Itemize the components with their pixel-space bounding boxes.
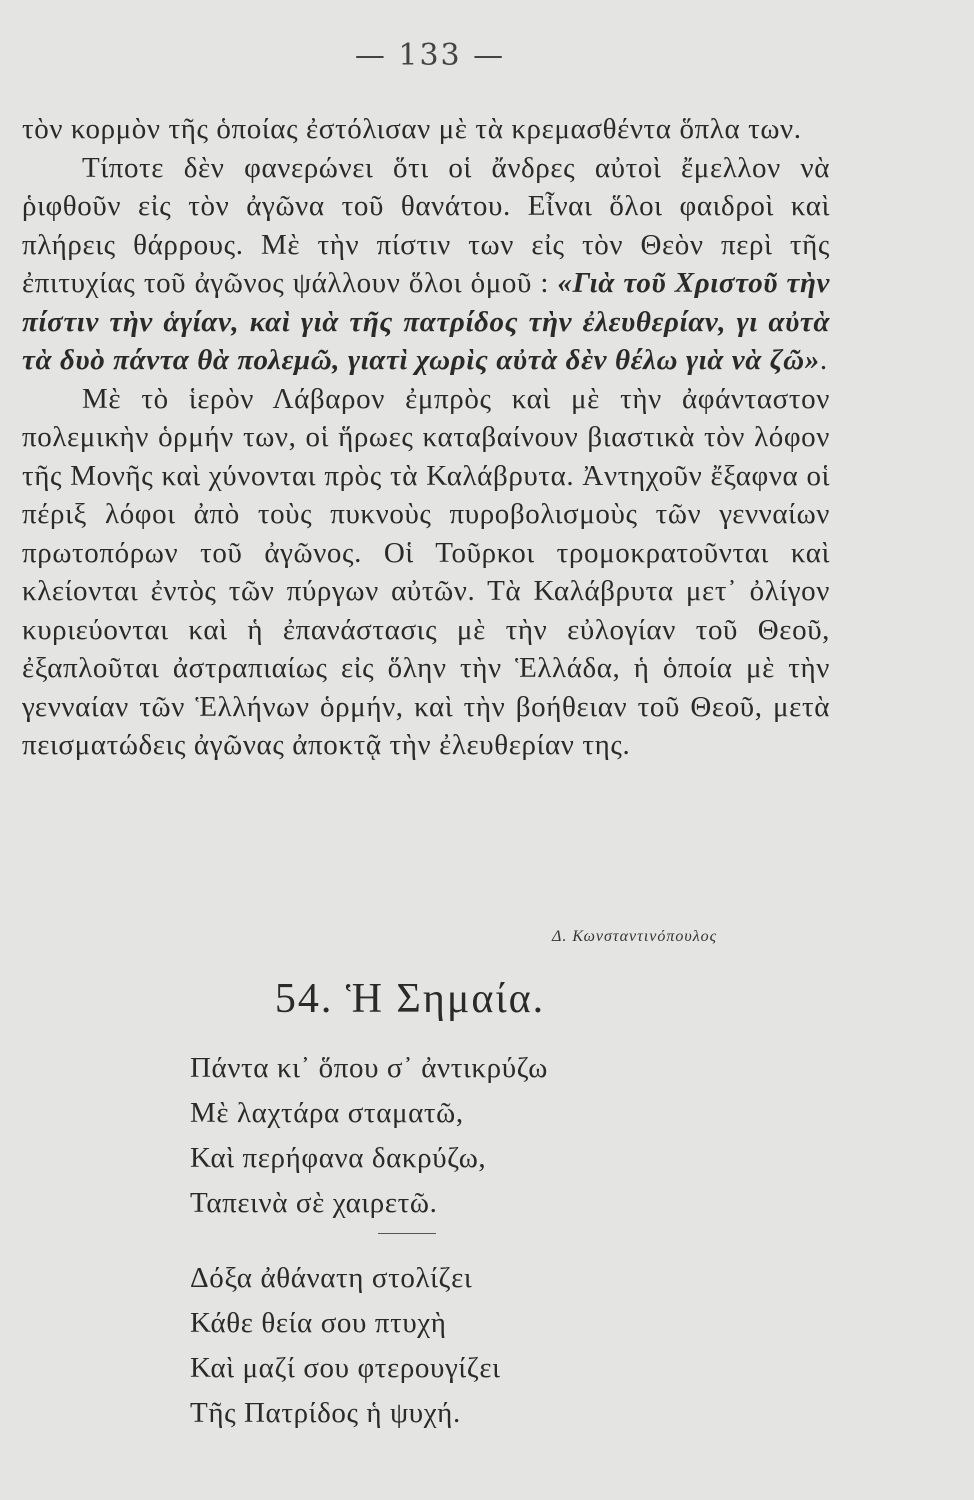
stanza-separator (378, 1233, 436, 1234)
poem-line: Καὶ περήφανα δακρύζω, (190, 1142, 487, 1174)
prose-body (22, 110, 830, 765)
poem-line: Δόξα ἀθάνατη στολίζει (190, 1262, 473, 1294)
paragraph-2-text: Τίποτε δὲν φανερώνει ὅτι οἱ ἄνδρες αὐτοὶ ἔμελλον νὰ ῥιφθοῦν εἰς τὸν ἀγῶνα τοῦ θανάτου. Εἶναι ὅλοι φαιδροὶ καὶ πλήρεις θάρρους. Μὲ τὴν πίστιν των εἰς τὸν Θεὸν περὶ τῆς ἐπιτυχίας τοῦ ἀγῶνος ψάλλουν ὅλοι ὁμοῦ : (22, 151, 830, 299)
poem-title: 54. Ἡ Σημαία. (274, 976, 546, 1022)
paragraph-1: τὸν κορμὸν τῆς ὁποίας ἐστόλισαν μὲ τὰ κρεμασθέντα ὅπλα των. (22, 113, 802, 145)
poem-line: Πάντα κι᾽ ὅπου σ᾽ ἀντικρύζω (190, 1052, 548, 1084)
page-number: — 133 — (354, 38, 506, 73)
paragraph-2-end: . (819, 344, 828, 376)
poem-line: Ταπεινὰ σὲ χαιρετῶ. (190, 1187, 438, 1219)
poem-line: Καὶ μαζί σου φτερουγίζει (190, 1352, 501, 1384)
poem-stanza-1 (190, 1046, 690, 1226)
poem-stanza-2 (190, 1256, 690, 1436)
paragraph-2 (22, 149, 830, 380)
author-signature: Δ. Κωνσταντινόπουλος (552, 928, 718, 945)
song-quote: «Γιὰ τοῦ Χριστοῦ τὴν πίστιν τὴν ἁγίαν, καὶ γιὰ τῆς πατρίδος τὴν ἐλευθερίαν, γι αὐτὰ τὰ δυὸ πάντα θὰ πολεμῶ, γιατὶ χωρὶς αὐτὰ δὲν θέλω γιὰ νὰ ζῶ» (22, 267, 830, 376)
paragraph-3: Μὲ τὸ ἱερὸν Λάβαρον ἐμπρὸς καὶ μὲ τὴν ἀφάνταστον πολεμικὴν ὁρμήν των, οἱ ἥρωες καταβαίνουν βιαστικὰ τὸν λόφον τῆς Μονῆς καὶ χύνονται πρὸς τὰ Καλάβρυτα. Ἀντηχοῦν ἔξαφνα οἱ πέριξ λόφοι ἀπὸ τοὺς πυκνοὺς πυροβολισμοὺς τῶν γενναίων πρωτοπόρων τοῦ ἀγῶνος. Οἱ Τοῦρκοι τρομοκρατοῦνται καὶ κλείονται ἐντὸς τῶν πύργων αὐτῶν. Τὰ Καλάβρυτα μετ᾽ ὀλίγον κυριεύονται καὶ ἡ ἐπανάστασις μὲ τὴν εὐλογίαν τοῦ Θεοῦ, ἐξαπλοῦται ἀστραπιαίως εἰς ὅλην τὴν Ἑλλάδα, ἡ ὁποία μὲ τὴν γενναίαν τῶν Ἑλλήνων ὁρμήν, καὶ τὴν βοήθειαν τοῦ Θεοῦ, μετὰ πεισματώδεις ἀγῶνας ἀποκτᾷ τὴν ἐλευθερίαν της. (22, 382, 830, 761)
poem-line: Τῆς Πατρίδος ἡ ψυχή. (190, 1397, 461, 1429)
poem-line: Κάθε θεία σου πτυχὴ (190, 1307, 447, 1339)
poem-line: Μὲ λαχτάρα σταματῶ, (190, 1097, 464, 1129)
